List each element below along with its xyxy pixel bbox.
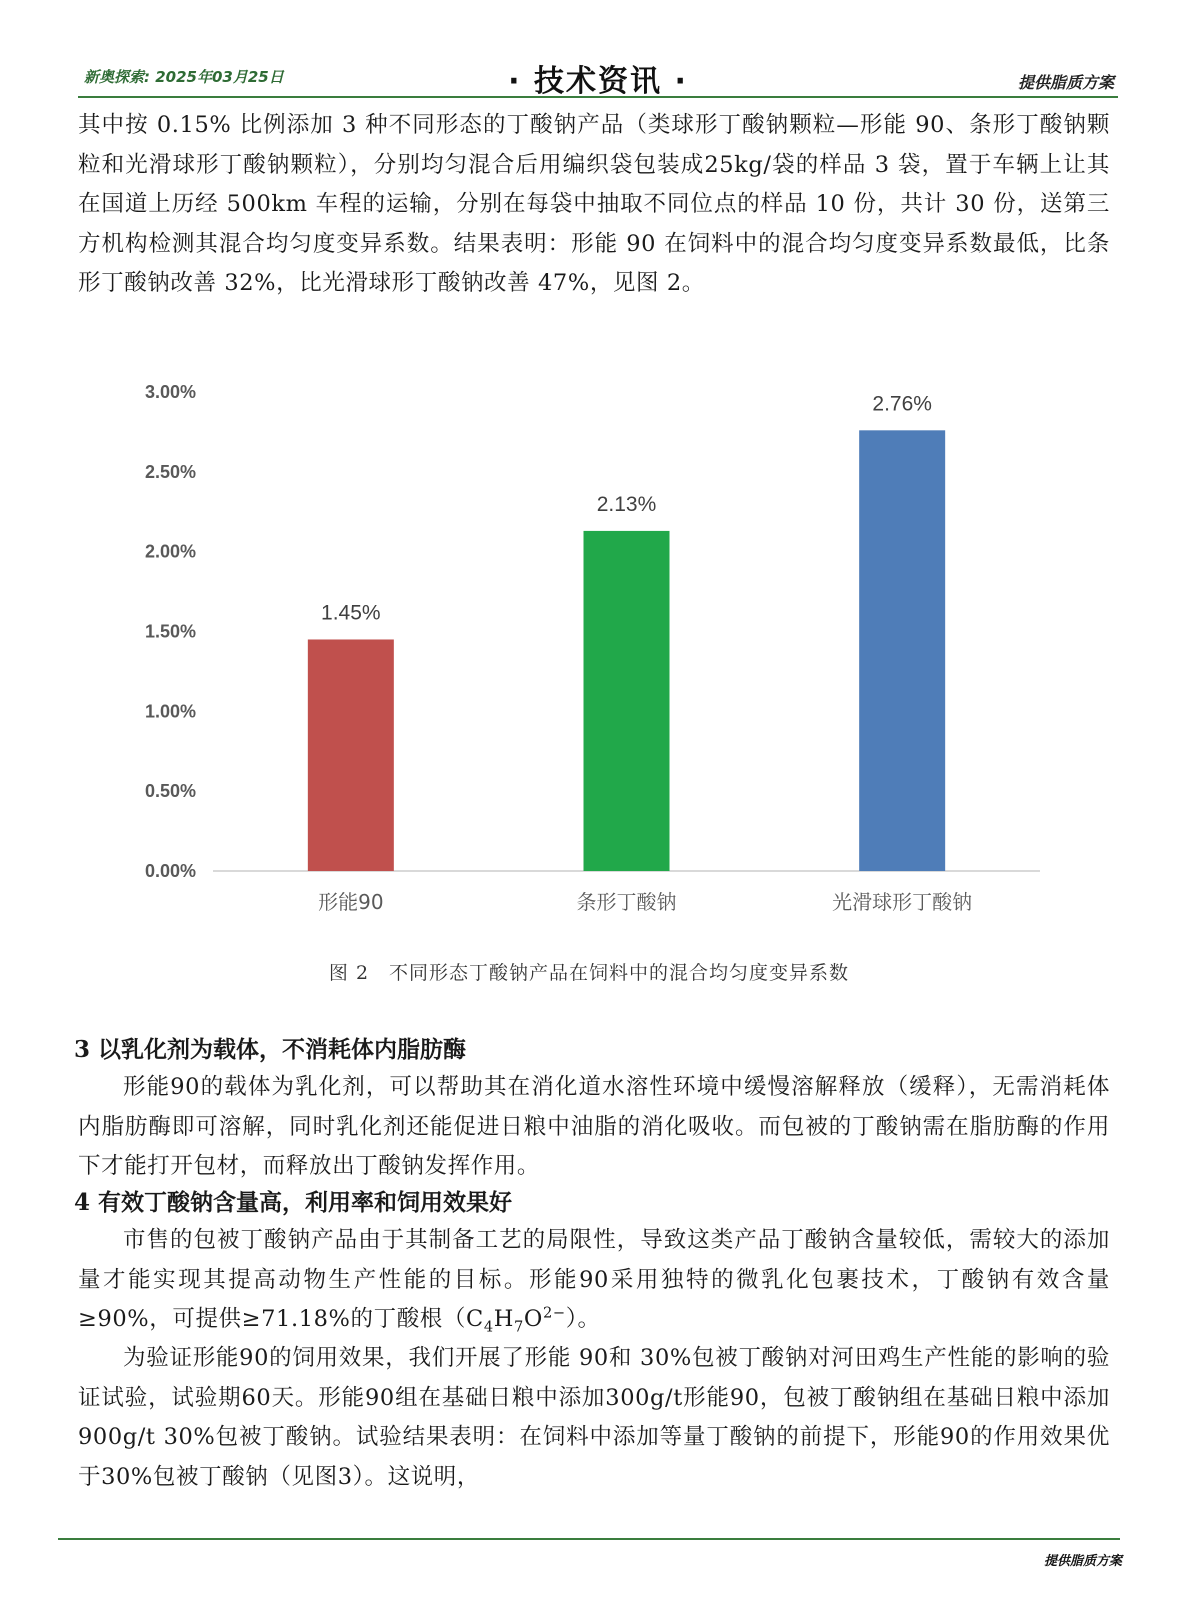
header-title: · 技术资讯 · [508, 64, 688, 99]
formula-h: H [493, 1306, 514, 1332]
section-4-body-text: 市售的包被丁酸钠产品由于其制备工艺的局限性，导致这类产品丁酸钠含量较低，需较大的添加量才能实现其提高动物生产性能的目标。形能90采用独特的微乳化包裹技术，丁酸钠有效含量≥90%，可提供≥71.18%的丁酸根（ [78, 1227, 1110, 1332]
y-tick-label: 1.50% [144, 621, 196, 642]
y-tick-label: 0.50% [144, 781, 196, 802]
figure-caption: 图 2 不同形态丁酸钠产品在饲料中的混合均匀度变异系数 [328, 962, 850, 984]
formula-c-sub: 4 [483, 1318, 494, 1336]
header-date: 新奥探索: 2025年03月25日 [84, 68, 284, 86]
bar-2 [584, 531, 670, 871]
section-4-body [78, 1221, 1110, 1340]
bar-chart [78, 370, 1110, 930]
y-tick-label: 2.00% [144, 541, 196, 562]
x-tick-label: 光滑球形丁酸钠 [832, 890, 973, 914]
y-tick-label: 1.00% [144, 701, 196, 722]
formula-h-sub: 7 [513, 1318, 524, 1336]
section-3-body: 形能90的载体为乳化剂，可以帮助其在消化道水溶性环境中缓慢溶解释放（缓释），无需消耗体内脂肪酶即可溶解，同时乳化剂还能促进日粮中油脂的消化吸收。而包被的丁酸钠需在脂肪酶的作用下才能打开包材，而释放出丁酸钠发挥作用。 [78, 1074, 1110, 1179]
formula-c: C [466, 1306, 484, 1332]
x-tick-label: 条形丁酸钠 [576, 890, 677, 914]
data-label: 2.13% [596, 492, 657, 516]
formula-charge: 2− [542, 1304, 566, 1322]
header-divider [78, 96, 1118, 98]
footer-tagline: 提供脂质方案 [1043, 1554, 1122, 1569]
header-tagline: 提供脂质方案 [1017, 73, 1114, 92]
chemical-formula [466, 1304, 566, 1336]
page-header [78, 56, 1118, 99]
section-4-body-2: 为验证形能90的饲用效果，我们开展了形能 90和 30%包被丁酸钠对河田鸡生产性能的影响的验证试验，试验期60天。形能90组在基础日粮中添加300g/t形能90，包被丁酸钠组在基础日粮中添加900g/t 30%包被丁酸钠。试验结果表明：在饲料中添加等量丁酸钠的前提下，形能90的作用效果优于30%包被丁酸钠（见图3）。这说明， [78, 1345, 1110, 1490]
section-4-heading: 4 有效丁酸钠含量高，利用率和饲用效果好 [74, 1189, 513, 1216]
y-tick-label: 0.00% [144, 861, 196, 881]
data-label: 1.45% [321, 601, 381, 625]
section-4-body-end: ）。 [565, 1306, 601, 1332]
footer-divider [58, 1538, 1120, 1540]
data-label: 2.76% [872, 392, 932, 416]
chart-svg [78, 370, 1110, 930]
paragraph-intro: 其中按 0.15% 比例添加 3 种不同形态的丁酸钠产品（类球形丁酸钠颗粒—形能 90、条形丁酸钠颗粒和光滑球形丁酸钠颗粒），分别均匀混合后用编织袋包装成25kg/袋的样品 3 袋，置于车辆上让其在国道上历经 500km 车程的运输，分别在每袋中抽取不同位点的样品 10 份，共计 30 份，送第三方机构检测其混合均匀度变异系数。结果表明：形能 90 在饲料中的混合均匀度变异系数最低，比条形丁酸钠改善 32%，比光滑球形丁酸钠改善 47%，见图 2。 [78, 112, 1110, 296]
section-3-heading: 3 以乳化剂为载体，不消耗体内脂肪酶 [74, 1036, 467, 1063]
bar-1 [308, 639, 394, 871]
x-tick-label: 形能90 [318, 890, 384, 914]
y-tick-label: 2.50% [144, 461, 196, 482]
bar-3 [859, 430, 945, 871]
y-tick-label: 3.00% [144, 382, 196, 402]
formula-o: O [523, 1306, 543, 1332]
